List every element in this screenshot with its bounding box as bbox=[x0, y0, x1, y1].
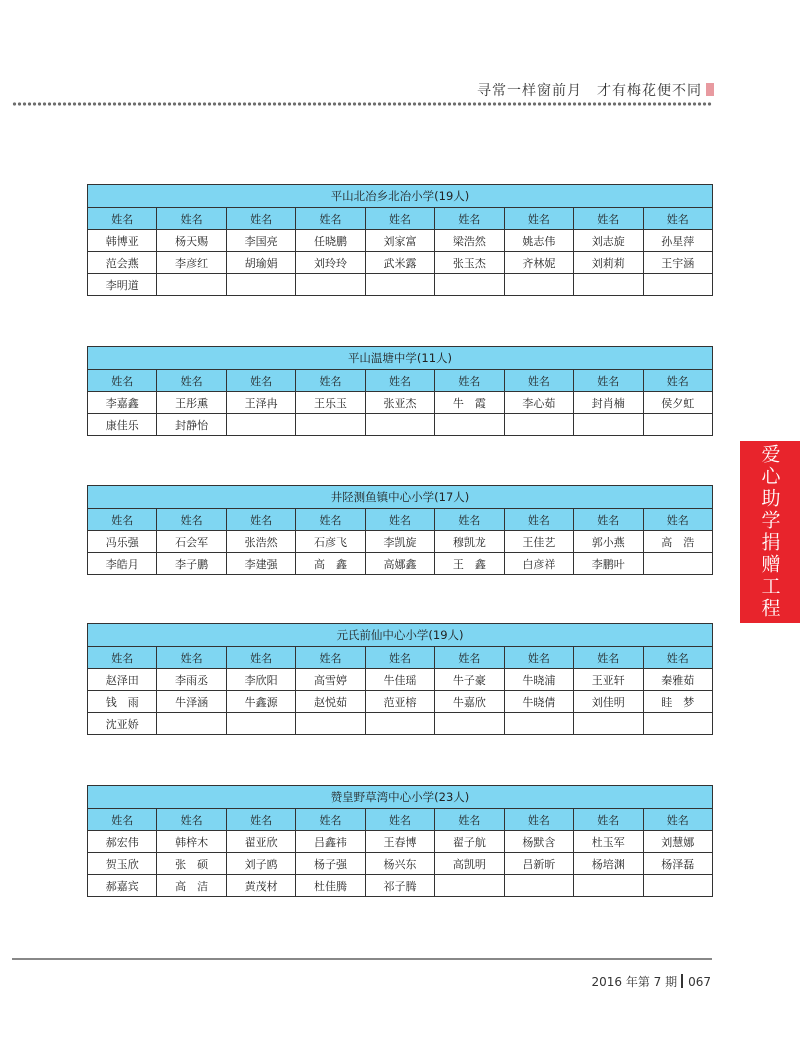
name-cell: 李鹏叶 bbox=[574, 553, 643, 575]
column-header: 姓名 bbox=[504, 370, 573, 392]
name-cell: 梁浩然 bbox=[435, 230, 504, 252]
name-cell bbox=[574, 414, 643, 436]
page-header-title: 寻常一样窗前月 才有梅花便不同 bbox=[477, 83, 702, 99]
name-cell: 刘佳明 bbox=[574, 691, 643, 713]
issue-label: 2016 年第 7 期 bbox=[591, 975, 678, 989]
name-cell bbox=[574, 713, 643, 735]
name-cell: 高娜鑫 bbox=[365, 553, 434, 575]
name-cell bbox=[157, 274, 226, 296]
column-header: 姓名 bbox=[226, 647, 295, 669]
name-cell bbox=[296, 414, 365, 436]
table-row bbox=[88, 274, 713, 296]
column-header: 姓名 bbox=[296, 370, 365, 392]
table-row bbox=[88, 875, 713, 897]
column-header: 姓名 bbox=[643, 370, 713, 392]
column-header: 姓名 bbox=[157, 647, 226, 669]
school-table bbox=[87, 485, 713, 575]
column-header: 姓名 bbox=[157, 370, 226, 392]
name-cell bbox=[574, 274, 643, 296]
column-header: 姓名 bbox=[574, 208, 643, 230]
name-cell: 张 硕 bbox=[157, 853, 226, 875]
name-cell: 刘子鸥 bbox=[226, 853, 295, 875]
name-cell: 王亚轩 bbox=[574, 669, 643, 691]
column-header: 姓名 bbox=[365, 509, 434, 531]
column-header: 姓名 bbox=[88, 208, 157, 230]
side-tab-label: 爱心助学捐赠工程 bbox=[758, 444, 781, 620]
name-cell: 黄茂材 bbox=[226, 875, 295, 897]
table-row bbox=[88, 252, 713, 274]
name-cell: 牛佳瑶 bbox=[365, 669, 434, 691]
name-cell bbox=[365, 414, 434, 436]
column-header: 姓名 bbox=[643, 647, 713, 669]
name-cell: 李明道 bbox=[88, 274, 157, 296]
column-header: 姓名 bbox=[88, 509, 157, 531]
table-row bbox=[88, 669, 713, 691]
name-cell: 牛晓浦 bbox=[504, 669, 573, 691]
name-cell: 康佳乐 bbox=[88, 414, 157, 436]
school-table bbox=[87, 346, 713, 436]
name-cell: 赵泽田 bbox=[88, 669, 157, 691]
name-cell: 李嘉鑫 bbox=[88, 392, 157, 414]
table-header-row bbox=[88, 809, 713, 831]
name-cell: 韩博亚 bbox=[88, 230, 157, 252]
name-cell: 眭 梦 bbox=[643, 691, 713, 713]
column-header: 姓名 bbox=[504, 647, 573, 669]
name-cell: 吕鑫祎 bbox=[296, 831, 365, 853]
column-header: 姓名 bbox=[504, 809, 573, 831]
school-title: 赞皇野草湾中心小学(23人) bbox=[88, 786, 713, 809]
name-cell: 杨子强 bbox=[296, 853, 365, 875]
name-cell: 姚志伟 bbox=[504, 230, 573, 252]
header-marker bbox=[706, 83, 714, 96]
roster-table bbox=[87, 346, 713, 436]
column-header: 姓名 bbox=[88, 370, 157, 392]
column-header: 姓名 bbox=[296, 509, 365, 531]
name-cell: 刘莉莉 bbox=[574, 252, 643, 274]
column-header: 姓名 bbox=[435, 208, 504, 230]
column-header: 姓名 bbox=[88, 647, 157, 669]
table-row bbox=[88, 392, 713, 414]
name-cell bbox=[574, 875, 643, 897]
column-header: 姓名 bbox=[157, 208, 226, 230]
name-cell: 张亚杰 bbox=[365, 392, 434, 414]
name-cell: 高 鑫 bbox=[296, 553, 365, 575]
name-cell bbox=[296, 274, 365, 296]
name-cell bbox=[435, 875, 504, 897]
name-cell bbox=[296, 713, 365, 735]
column-header: 姓名 bbox=[365, 647, 434, 669]
name-cell: 高凯明 bbox=[435, 853, 504, 875]
name-cell: 王彤熏 bbox=[157, 392, 226, 414]
name-cell bbox=[226, 414, 295, 436]
name-cell: 贺玉欣 bbox=[88, 853, 157, 875]
name-cell bbox=[435, 274, 504, 296]
name-cell: 钱 雨 bbox=[88, 691, 157, 713]
name-cell: 李子鹏 bbox=[157, 553, 226, 575]
column-header: 姓名 bbox=[296, 647, 365, 669]
name-cell: 封静怡 bbox=[157, 414, 226, 436]
name-cell: 杜玉军 bbox=[574, 831, 643, 853]
name-cell bbox=[643, 553, 713, 575]
name-cell: 高雪婷 bbox=[296, 669, 365, 691]
name-cell: 牛嘉欣 bbox=[435, 691, 504, 713]
table-row bbox=[88, 414, 713, 436]
name-cell: 杨兴东 bbox=[365, 853, 434, 875]
name-cell: 沈亚娇 bbox=[88, 713, 157, 735]
column-header: 姓名 bbox=[157, 809, 226, 831]
school-title: 元氏前仙中心小学(19人) bbox=[88, 624, 713, 647]
name-cell: 白彦祥 bbox=[504, 553, 573, 575]
table-title-row bbox=[88, 786, 713, 809]
name-cell: 杨天赐 bbox=[157, 230, 226, 252]
roster-table bbox=[87, 485, 713, 575]
column-header: 姓名 bbox=[435, 809, 504, 831]
page-footer bbox=[591, 973, 711, 990]
school-table bbox=[87, 785, 713, 897]
column-header: 姓名 bbox=[365, 208, 434, 230]
table-title-row bbox=[88, 624, 713, 647]
name-cell: 王泽冉 bbox=[226, 392, 295, 414]
name-cell: 齐林妮 bbox=[504, 252, 573, 274]
column-header: 姓名 bbox=[296, 208, 365, 230]
name-cell: 牛鑫源 bbox=[226, 691, 295, 713]
name-cell: 牛泽涵 bbox=[157, 691, 226, 713]
name-cell: 王佳艺 bbox=[504, 531, 573, 553]
school-title: 平山温塘中学(11人) bbox=[88, 347, 713, 370]
name-cell: 杨培渊 bbox=[574, 853, 643, 875]
table-title-row bbox=[88, 347, 713, 370]
name-cell: 刘慧娜 bbox=[643, 831, 713, 853]
column-header: 姓名 bbox=[574, 509, 643, 531]
name-cell: 武米露 bbox=[365, 252, 434, 274]
school-title: 井陉测鱼镇中心小学(17人) bbox=[88, 486, 713, 509]
column-header: 姓名 bbox=[643, 809, 713, 831]
name-cell: 胡瑜娟 bbox=[226, 252, 295, 274]
table-row bbox=[88, 853, 713, 875]
name-cell: 李凯旋 bbox=[365, 531, 434, 553]
name-cell: 赵悦茹 bbox=[296, 691, 365, 713]
name-cell bbox=[643, 414, 713, 436]
column-header: 姓名 bbox=[504, 509, 573, 531]
table-row bbox=[88, 553, 713, 575]
column-header: 姓名 bbox=[504, 208, 573, 230]
column-header: 姓名 bbox=[574, 370, 643, 392]
page-number: 067 bbox=[688, 975, 711, 989]
name-cell: 李心茹 bbox=[504, 392, 573, 414]
name-cell bbox=[365, 713, 434, 735]
name-cell bbox=[435, 713, 504, 735]
name-cell: 王 鑫 bbox=[435, 553, 504, 575]
name-cell: 冯乐强 bbox=[88, 531, 157, 553]
name-cell bbox=[643, 713, 713, 735]
column-header: 姓名 bbox=[435, 647, 504, 669]
name-cell: 郝宏伟 bbox=[88, 831, 157, 853]
column-header: 姓名 bbox=[435, 509, 504, 531]
table-row bbox=[88, 531, 713, 553]
column-header: 姓名 bbox=[226, 370, 295, 392]
table-row bbox=[88, 691, 713, 713]
name-cell: 封肖楠 bbox=[574, 392, 643, 414]
column-header: 姓名 bbox=[226, 809, 295, 831]
roster-table bbox=[87, 785, 713, 897]
dotted-divider bbox=[12, 100, 712, 108]
column-header: 姓名 bbox=[226, 509, 295, 531]
name-cell: 王春博 bbox=[365, 831, 434, 853]
name-cell: 刘玲玲 bbox=[296, 252, 365, 274]
name-cell: 杨泽磊 bbox=[643, 853, 713, 875]
name-cell: 刘志旋 bbox=[574, 230, 643, 252]
name-cell: 穆凯龙 bbox=[435, 531, 504, 553]
table-header-row bbox=[88, 370, 713, 392]
table-header-row bbox=[88, 509, 713, 531]
roster-table bbox=[87, 623, 713, 735]
table-title-row bbox=[88, 486, 713, 509]
column-header: 姓名 bbox=[643, 208, 713, 230]
name-cell: 刘家富 bbox=[365, 230, 434, 252]
footer-divider bbox=[12, 958, 712, 960]
name-cell: 王乐玉 bbox=[296, 392, 365, 414]
column-header: 姓名 bbox=[574, 647, 643, 669]
name-cell bbox=[226, 713, 295, 735]
column-header: 姓名 bbox=[643, 509, 713, 531]
table-row bbox=[88, 831, 713, 853]
name-cell: 翟子航 bbox=[435, 831, 504, 853]
name-cell: 李欣阳 bbox=[226, 669, 295, 691]
name-cell: 范亚榕 bbox=[365, 691, 434, 713]
name-cell: 杨默含 bbox=[504, 831, 573, 853]
name-cell: 李雨丞 bbox=[157, 669, 226, 691]
name-cell: 高 浩 bbox=[643, 531, 713, 553]
name-cell bbox=[435, 414, 504, 436]
table-header-row bbox=[88, 208, 713, 230]
name-cell: 杜佳腾 bbox=[296, 875, 365, 897]
name-cell: 范会燕 bbox=[88, 252, 157, 274]
column-header: 姓名 bbox=[365, 809, 434, 831]
name-cell: 石会军 bbox=[157, 531, 226, 553]
name-cell: 祁子腾 bbox=[365, 875, 434, 897]
name-cell: 韩梓木 bbox=[157, 831, 226, 853]
name-cell bbox=[504, 414, 573, 436]
footer-separator bbox=[681, 974, 683, 988]
name-cell bbox=[643, 274, 713, 296]
name-cell bbox=[504, 713, 573, 735]
name-cell bbox=[504, 875, 573, 897]
name-cell: 张浩然 bbox=[226, 531, 295, 553]
name-cell bbox=[643, 875, 713, 897]
name-cell: 牛 霞 bbox=[435, 392, 504, 414]
column-header: 姓名 bbox=[435, 370, 504, 392]
name-cell: 孙星萍 bbox=[643, 230, 713, 252]
column-header: 姓名 bbox=[157, 509, 226, 531]
name-cell bbox=[226, 274, 295, 296]
column-header: 姓名 bbox=[226, 208, 295, 230]
school-table bbox=[87, 623, 713, 735]
name-cell: 牛晓倩 bbox=[504, 691, 573, 713]
name-cell: 郝嘉宾 bbox=[88, 875, 157, 897]
column-header: 姓名 bbox=[88, 809, 157, 831]
name-cell: 李皓月 bbox=[88, 553, 157, 575]
name-cell: 翟亚欣 bbox=[226, 831, 295, 853]
name-cell: 石彦飞 bbox=[296, 531, 365, 553]
table-row bbox=[88, 713, 713, 735]
name-cell: 吕新昕 bbox=[504, 853, 573, 875]
school-table bbox=[87, 184, 713, 296]
name-cell: 秦雅茹 bbox=[643, 669, 713, 691]
roster-table bbox=[87, 184, 713, 296]
name-cell bbox=[157, 713, 226, 735]
name-cell: 郭小燕 bbox=[574, 531, 643, 553]
name-cell: 李国亮 bbox=[226, 230, 295, 252]
section-side-tab bbox=[740, 441, 800, 623]
name-cell: 侯夕虹 bbox=[643, 392, 713, 414]
name-cell bbox=[365, 274, 434, 296]
name-cell: 高 洁 bbox=[157, 875, 226, 897]
school-title: 平山北冶乡北冶小学(19人) bbox=[88, 185, 713, 208]
table-title-row bbox=[88, 185, 713, 208]
column-header: 姓名 bbox=[365, 370, 434, 392]
column-header: 姓名 bbox=[574, 809, 643, 831]
name-cell: 王宇涵 bbox=[643, 252, 713, 274]
column-header: 姓名 bbox=[296, 809, 365, 831]
name-cell: 任晓鹏 bbox=[296, 230, 365, 252]
table-row bbox=[88, 230, 713, 252]
name-cell: 李彦红 bbox=[157, 252, 226, 274]
name-cell bbox=[504, 274, 573, 296]
name-cell: 李建强 bbox=[226, 553, 295, 575]
table-header-row bbox=[88, 647, 713, 669]
name-cell: 牛子豪 bbox=[435, 669, 504, 691]
name-cell: 张玉杰 bbox=[435, 252, 504, 274]
